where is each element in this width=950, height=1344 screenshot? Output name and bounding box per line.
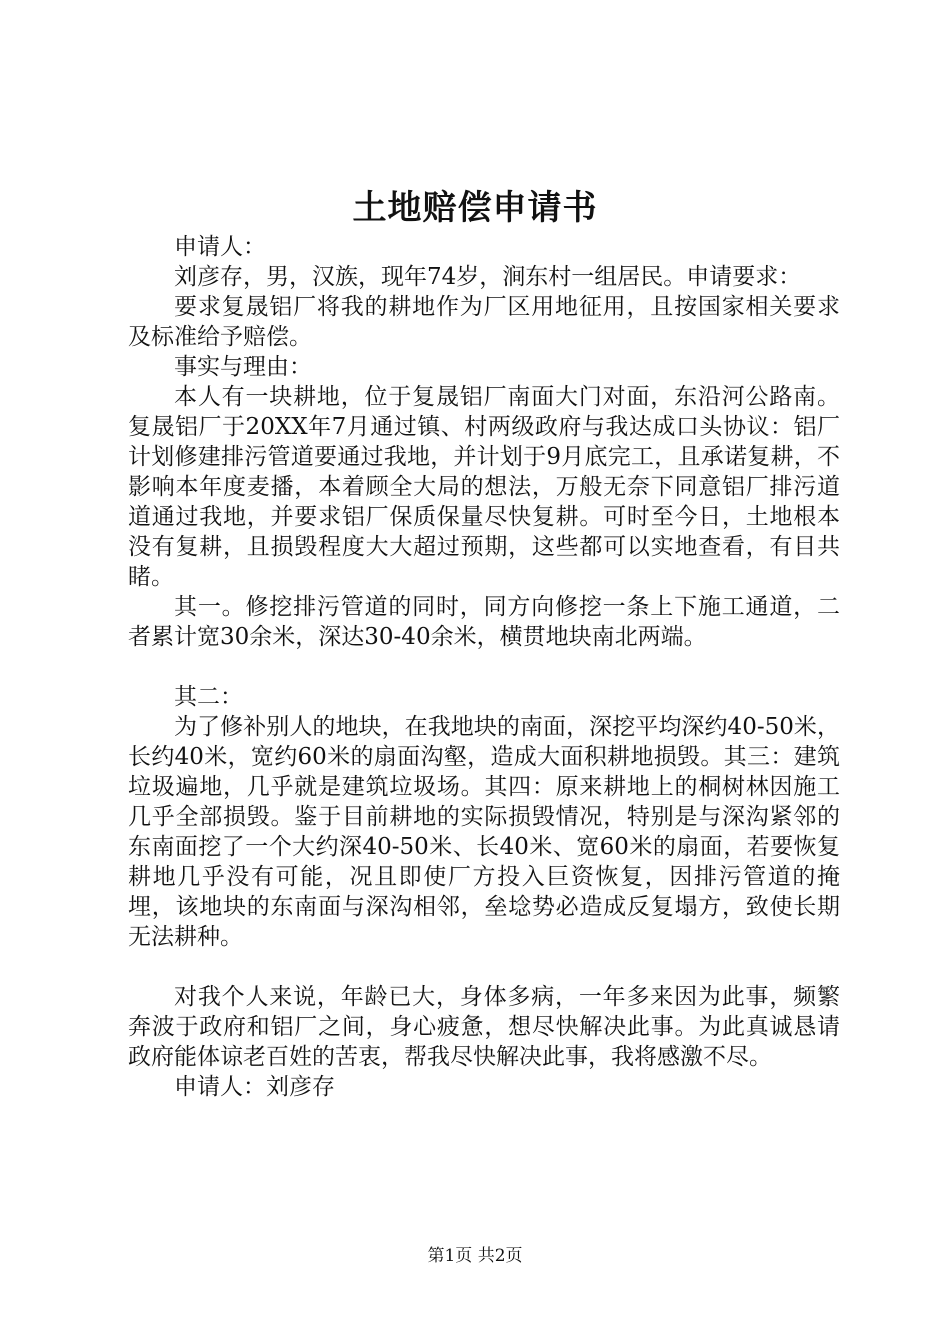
applicant-heading: 申请人：: [174, 234, 266, 260]
applicant-info-paragraph: 刘彦存，男，汉族，现年74岁，涧东村一组居民。申请要求：: [174, 264, 802, 290]
personal-plea-paragraph: 对我个人来说，年龄已大，身体多病，一年多来因为此事，频繁奔波于政府和铝厂之间，身心疲惫，想尽快解决此事。为此真诚恳请政府能体谅老百姓的苦衷，帮我尽快解决此事，我将感激不尽。: [128, 984, 840, 1070]
page-number-footer: 第1页 共2页: [427, 1246, 523, 1266]
document-body: [128, 232, 840, 1102]
facts-heading: 事实与理由：: [174, 354, 312, 380]
point-two-paragraph: 为了修补别人的地块，在我地块的南面，深挖平均深约40-50米，长约40米，宽约60米的扇面沟壑，造成大面积耕地损毁。其三：建筑垃圾遍地，几乎就是建筑垃圾场。其四：原来耕地上的桐树林因施工几乎全部损毁。鉴于目前耕地的实际损毁情况，特别是与深沟紧邻的东南面挖了一个大约深40-50米、长40米、宽60米的扇面，若要恢复耕地几乎没有可能，况且即使厂方投入巨资恢复，因排污管道的掩埋，该地块的东南面与深沟相邻，垒埝势必造成反复塌方，致使长期无法耕种。: [128, 714, 840, 950]
point-one-paragraph: 其一。修挖排污管道的同时，同方向修挖一条上下施工通道，二者累计宽30余米，深达30-40余米，横贯地块南北两端。: [128, 594, 840, 650]
document-title: 土地赔偿申请书: [352, 188, 598, 228]
blank-line: [128, 652, 840, 682]
blank-line: [128, 952, 840, 982]
facts-paragraph: 本人有一块耕地，位于复晟铝厂南面大门对面，东沿河公路南。复晟铝厂于20XX年7月通过镇、村两级政府与我达成口头协议：铝厂计划修建排污管道要通过我地，并计划于9月底完工，且承诺复耕，不影响本年度麦播，本着顾全大局的想法，万般无奈下同意铝厂排污道道通过我地，并要求铝厂保质保量尽快复耕。可时至今日，土地根本没有复耕，且损毁程度大大超过预期，这些都可以实地查看，有目共睹。: [128, 384, 840, 590]
point-two-heading: 其二：: [174, 684, 243, 710]
signature-line: 申请人：刘彦存: [174, 1074, 335, 1100]
request-paragraph: 要求复晟铝厂将我的耕地作为厂区用地征用，且按国家相关要求及标准给予赔偿。: [128, 294, 840, 350]
